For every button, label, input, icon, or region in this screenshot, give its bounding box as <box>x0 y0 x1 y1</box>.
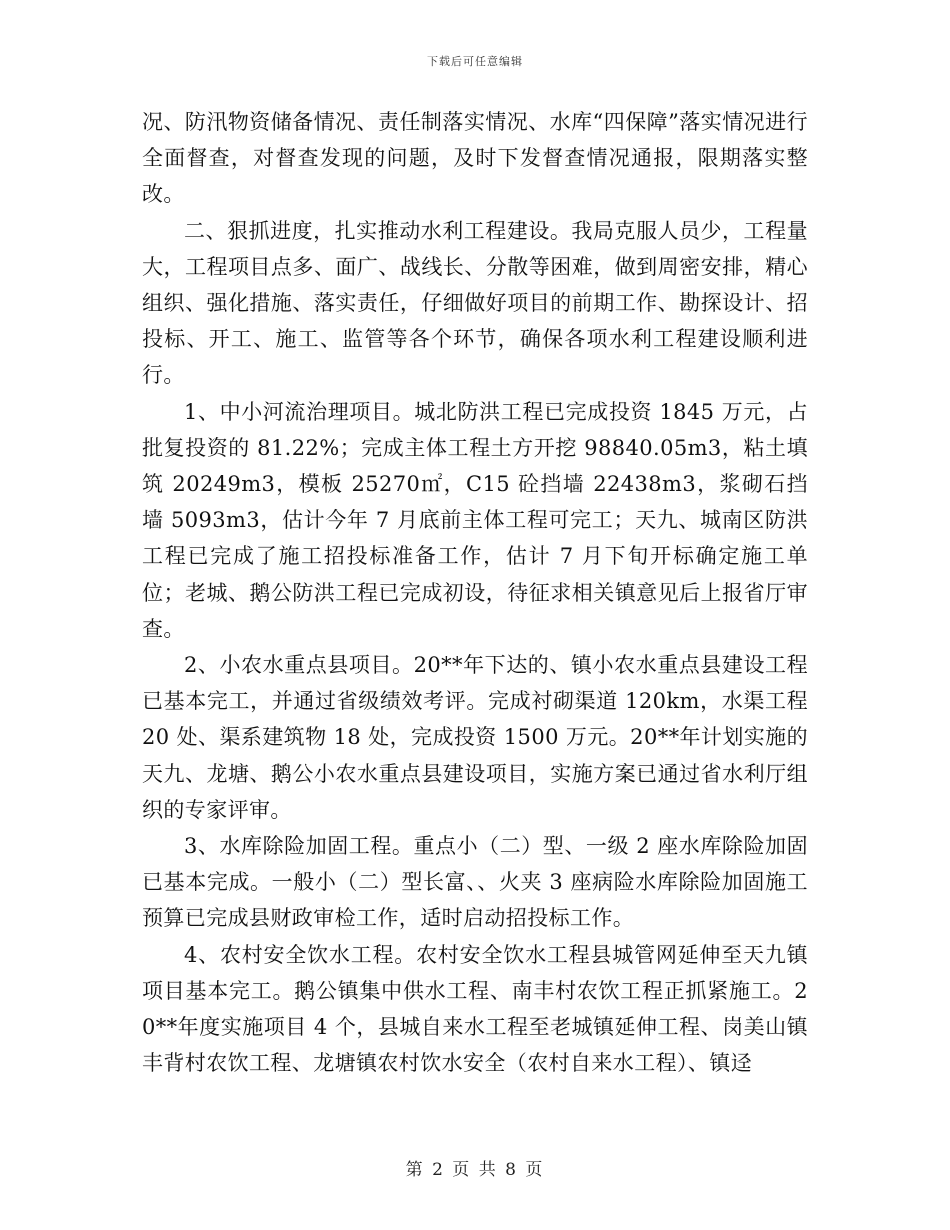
document-body <box>142 104 808 1081</box>
page-header: 下载后可任意编辑 <box>427 55 523 68</box>
paragraph-5: 3、水库除险加固工程。重点小（二）型、一级 2 座水库除险加固已基本完成。一般小（二）型长富、、火夹 3 座病险水库除险加固施工预算已完成县财政审检工作，适时启动招投标工作。 <box>142 834 808 931</box>
paragraph-3: 1、中小河流治理项目。城北防洪工程已完成投资 1845 万元，占批复投资的 81.22%；完成主体工程土方开挖 98840.05m3，粘土填筑 20249m3，模板 25270㎡，C15 砼挡墙 22438m3，浆砌石挡墙 5093m3，估计今年 7 月底前主体工程可完工；天九、城南区防洪工程已完成了施工招投标准备工作，估计 7 月下旬开标确定施工单位；老城、鹅公防洪工程已完成初设，待征求相关镇意见后上报省厅审查。 <box>142 399 808 641</box>
paragraph-1: 况、防汛物资储备情况、责任制落实情况、水库“四保障”落实情况进行全面督查，对督查发现的问题，及时下发督查情况通报，限期落实整改。 <box>142 110 808 207</box>
paragraph-2: 二、狠抓进度，扎实推动水利工程建设。我局克服人员少，工程量大，工程项目点多、面广、战线长、分散等困难，做到周密安排，精心组织、强化措施、落实责任，仔细做好项目的前期工作、勘探设计、招投标、开工、施工、监管等各个环节，确保各项水利工程建设顺利进行。 <box>142 218 808 388</box>
page-number-footer: 第 2 页 共 8 页 <box>405 1160 545 1180</box>
paragraph-4: 2、小农水重点县项目。20**年下达的、镇小农水重点县建设工程已基本完工，并通过省级绩效考评。完成衬砌渠道 120km，水渠工程 20 处、渠系建筑物 18 处，完成投资 1500 万元。20**年计划实施的天九、龙塘、鹅公小农水重点县建设项目，实施方案已通过省水利厅组织的专家评审。 <box>142 653 808 822</box>
paragraph-6: 4、农村安全饮水工程。农村安全饮水工程县城管网延伸至天九镇项目基本完工。鹅公镇集中供水工程、南丰村农饮工程正抓紧施工。20**年度实施项目 4 个，县城自来水工程至老城镇延伸工程、岗美山镇丰背村农饮工程、龙塘镇农村饮水安全（农村自来水工程）、镇迳 <box>142 942 808 1076</box>
